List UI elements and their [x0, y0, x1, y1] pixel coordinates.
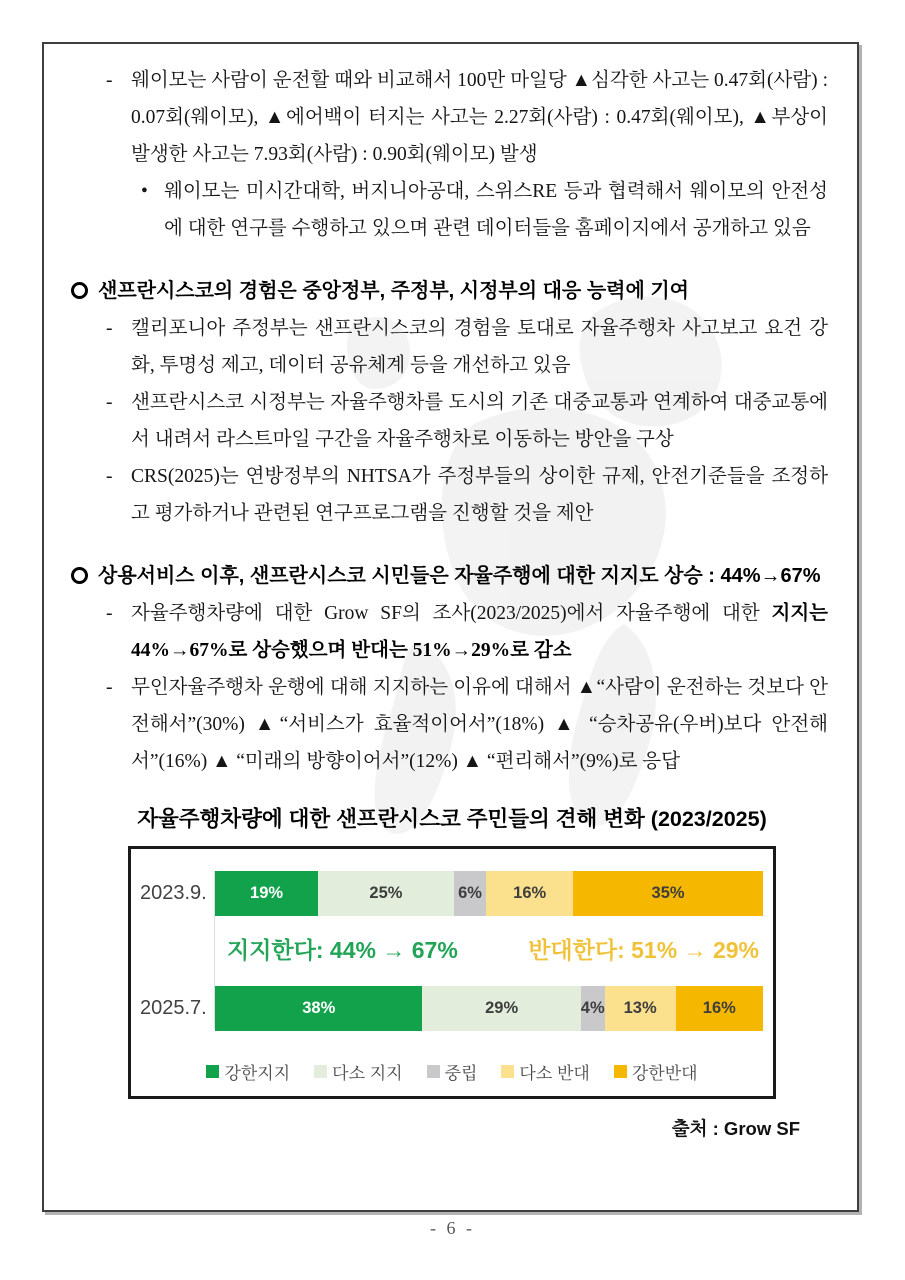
bar-segment-강한반대: 35%	[573, 871, 763, 916]
bar-segment-다소 지지: 25%	[318, 871, 454, 916]
bar-segment-다소 반대: 16%	[486, 871, 573, 916]
legend-label: 강한지지	[224, 1064, 291, 1083]
legend-swatch-icon	[427, 1065, 440, 1078]
legend-item-다소 반대	[501, 1059, 589, 1084]
page-content	[44, 44, 857, 1141]
legend-swatch-icon	[501, 1065, 514, 1078]
circle-bullet-icon	[71, 282, 88, 299]
chart-annotations	[227, 932, 759, 965]
legend-item-강한반대	[614, 1059, 698, 1084]
bullet-text: 웨이모는 미시간대학, 버지니아공대, 스위스RE 등과 협력해서 웨이모의 안전성에 대한 연구를 수행하고 있으며 관련 데이터들을 홈페이지에서 공개하고 있음	[164, 181, 828, 239]
legend-swatch-icon	[314, 1065, 327, 1078]
oppose-change-annotation: 반대한다: 51% → 29%	[528, 937, 759, 963]
section-heading-sf-experience	[71, 273, 828, 310]
dash-marker: -	[106, 70, 113, 91]
chart-title: 자율주행차량에 대한 샌프란시스코 주민들의 견해 변화 (2023/2025)	[137, 807, 767, 831]
bullet-text-regular: 자율주행차량에 대한 Grow SF의 조사(2023/2025)에서 자율주행에 대한	[131, 603, 772, 624]
bullet-survey	[75, 595, 828, 669]
chart-legend	[131, 1059, 773, 1084]
legend-label: 다소 지지	[332, 1064, 403, 1083]
bullet-reasons	[75, 669, 828, 780]
bar-segment-다소 지지: 29%	[422, 986, 580, 1031]
legend-item-강한지지	[206, 1059, 290, 1084]
dash-marker: -	[106, 677, 113, 698]
bullet-text: 샌프란시스코 시정부는 자율주행차를 도시의 기존 대중교통과 연계하여 대중교통에서 내려서 라스트마일 구간을 자율주행차로 이동하는 방안을 구상	[131, 392, 828, 450]
bullet-text: 웨이모는 사람이 운전할 때와 비교해서 100만 마일당 ▲심각한 사고는 0.47회(사람) : 0.07회(웨이모), ▲에어백이 터지는 사고는 2.27회(사람) : 0.47회(웨이모), ▲부상이 발생한 사고는 7.93회(사람) : 0.90회(웨이모) 발생	[131, 70, 828, 165]
legend-label: 중립	[444, 1064, 478, 1083]
dash-marker: -	[106, 603, 113, 624]
legend-swatch-icon	[206, 1065, 219, 1078]
page-border-frame	[42, 42, 859, 1212]
bullet-crs	[75, 458, 828, 532]
legend-label: 다소 반대	[519, 1064, 590, 1083]
stacked-bar-2025	[215, 986, 763, 1031]
stacked-bar-chart	[128, 846, 776, 1099]
legend-swatch-icon	[614, 1065, 627, 1078]
dot-marker: •	[141, 181, 148, 202]
bullet-waymo-stats	[75, 62, 828, 173]
section-heading-support	[71, 558, 828, 595]
bullet-text: 캘리포니아 주정부는 샌프란시스코의 경험을 토대로 자율주행차 사고보고 요건 강화, 투명성 제고, 데이터 공유체계 등을 개선하고 있음	[131, 318, 828, 376]
chart-row-label-2023: 2023.9.	[140, 882, 207, 904]
bullet-sf-city	[75, 384, 828, 458]
bullet-text: 무인자율주행차 운행에 대해 지지하는 이유에 대해서 ▲“사람이 운전하는 것보다 안전해서”(30%) ▲“서비스가 효율적이어서”(18%) ▲ “승차공유(우버)보다 안전해서”(16%) ▲ “미래의 방향이어서”(12%) ▲ “편리해서”(9%)로 응답	[131, 677, 828, 772]
chart-source-note: 출처 : Grow SF	[671, 1118, 800, 1139]
stacked-bar-2023	[215, 871, 763, 916]
page-number: - 6 -	[430, 1218, 475, 1238]
bullet-waymo-research	[75, 173, 828, 247]
bar-segment-강한반대: 16%	[676, 986, 763, 1031]
dash-marker: -	[106, 466, 113, 487]
bullet-california	[75, 310, 828, 384]
bar-segment-강한지지: 19%	[215, 871, 318, 916]
chart-section	[128, 802, 776, 1099]
chart-row-label-2025: 2025.7.	[140, 997, 207, 1019]
circle-bullet-icon	[71, 567, 88, 584]
legend-item-중립	[427, 1059, 478, 1084]
bar-segment-중립: 6%	[454, 871, 487, 916]
bullet-text: CRS(2025)는 연방정부의 NHTSA가 주정부들의 상이한 규제, 안전기준들을 조정하고 평가하거나 관련된 연구프로그램을 진행할 것을 제안	[131, 466, 828, 524]
legend-item-다소 지지	[314, 1059, 402, 1084]
heading-text: 상용서비스 이후, 샌프란시스코 시민들은 자율주행에 대한 지지도 상승 : 44%→67%	[98, 565, 821, 587]
bar-segment-중립: 4%	[581, 986, 605, 1031]
heading-text: 샌프란시스코의 경험은 중앙정부, 주정부, 시정부의 대응 능력에 기여	[98, 280, 689, 302]
bar-segment-강한지지: 38%	[215, 986, 422, 1031]
bar-segment-다소 반대: 13%	[605, 986, 676, 1031]
legend-label: 강한반대	[631, 1064, 698, 1083]
dash-marker: -	[106, 318, 113, 339]
support-change-annotation: 지지한다: 44% → 67%	[227, 937, 458, 963]
bullet-text-bold: 지지는 44%→67%로 상승했으며 반대는 51%→29%로 감소	[131, 603, 828, 661]
dash-marker: -	[106, 392, 113, 413]
